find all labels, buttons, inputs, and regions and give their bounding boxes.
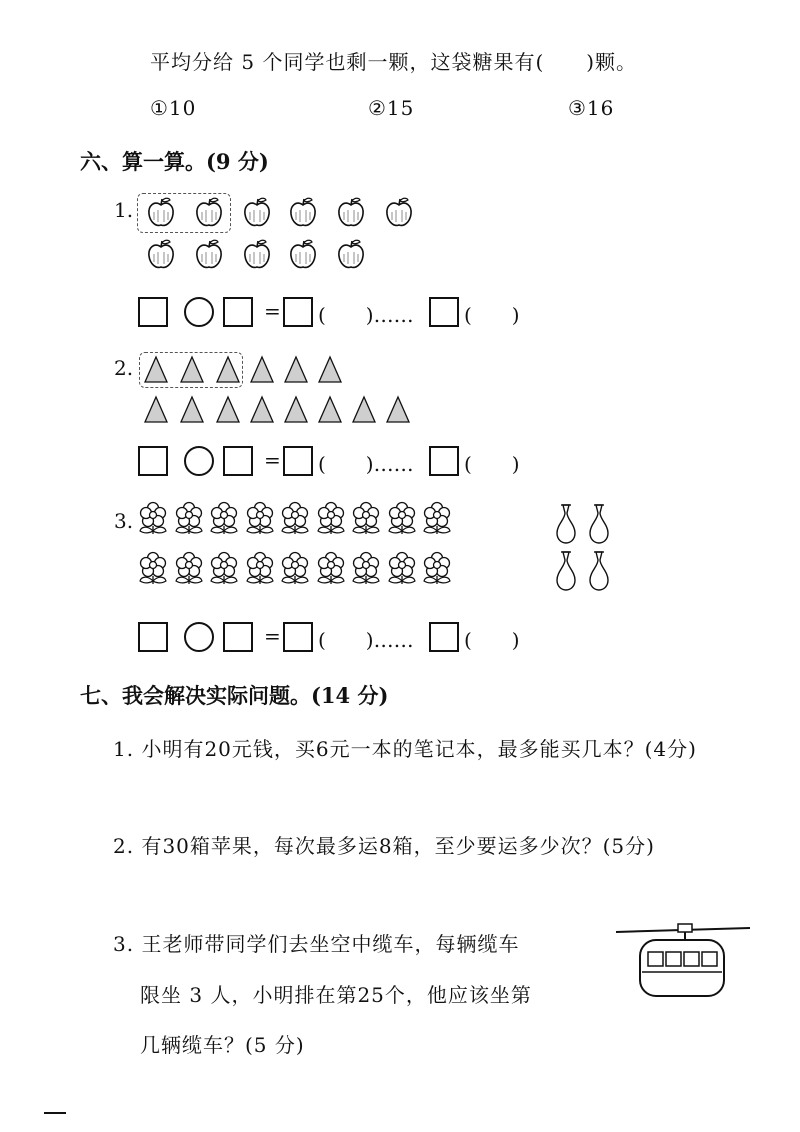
flower-icon <box>209 552 239 586</box>
paren-unit: ( ) <box>464 452 520 476</box>
triangle-icon <box>216 356 240 384</box>
triangle-icon <box>180 396 204 424</box>
answer-box[interactable] <box>138 446 168 476</box>
apple-icon <box>384 196 414 228</box>
answer-box[interactable] <box>283 622 313 652</box>
answer-box[interactable] <box>223 297 253 327</box>
answer-box[interactable] <box>223 446 253 476</box>
answer-box[interactable] <box>223 622 253 652</box>
triangle-icon <box>318 396 342 424</box>
section-title-6: 六、算一算。(9 分) <box>80 149 269 174</box>
operator-circle[interactable] <box>184 446 214 476</box>
problem-text-3-line2: 限坐 3 人，小明排在第25个，他应该坐第 <box>140 983 532 1007</box>
flower-icon <box>280 502 310 536</box>
flower-icon <box>174 502 204 536</box>
flower-icon <box>422 552 452 586</box>
apple-icon <box>242 238 272 270</box>
flower-icon <box>245 552 275 586</box>
apple-icon <box>242 196 272 228</box>
cable-car-icon <box>616 922 750 1002</box>
triangle-icon <box>386 396 410 424</box>
flower-icon <box>138 552 168 586</box>
apple-icon <box>146 196 176 228</box>
flower-icon <box>387 502 417 536</box>
paren-remainder: ( )…… <box>318 452 414 476</box>
option-b: ②15 <box>368 96 415 120</box>
flower-icon <box>316 552 346 586</box>
vase-icon <box>588 503 610 545</box>
flower-icon <box>245 502 275 536</box>
triangle-icon <box>144 356 168 384</box>
equals-sign: = <box>264 299 281 323</box>
apple-icon <box>336 196 366 228</box>
option-a: ①10 <box>150 96 197 120</box>
flower-icon <box>351 502 381 536</box>
triangle-icon <box>352 396 376 424</box>
problem-number: 1. <box>114 198 134 222</box>
equals-sign: = <box>264 448 281 472</box>
flower-icon <box>422 502 452 536</box>
operator-circle[interactable] <box>184 622 214 652</box>
equals-sign: = <box>264 624 281 648</box>
answer-box[interactable] <box>429 622 459 652</box>
apple-icon <box>288 196 318 228</box>
answer-box[interactable] <box>283 297 313 327</box>
answer-box[interactable] <box>283 446 313 476</box>
paren-remainder: ( )…… <box>318 303 414 327</box>
footer-mark <box>44 1112 66 1114</box>
problem-number: 2. <box>114 356 134 380</box>
option-c: ③16 <box>568 96 615 120</box>
section-title-7: 七、我会解决实际问题。(14 分) <box>80 683 389 708</box>
problem-text-2: 2. 有30箱苹果，每次最多运8箱，至少要运多少次？(5分) <box>113 834 655 858</box>
triangle-icon <box>144 396 168 424</box>
problem-text-3-line1: 3. 王老师带同学们去坐空中缆车，每辆缆车 <box>113 932 520 956</box>
apple-icon <box>194 238 224 270</box>
triangle-icon <box>216 396 240 424</box>
apple-icon <box>194 196 224 228</box>
question-text: 平均分给 5 个同学也剩一颗，这袋糖果有( )颗。 <box>150 50 638 74</box>
flower-icon <box>316 502 346 536</box>
flower-icon <box>351 552 381 586</box>
triangle-icon <box>318 356 342 384</box>
problem-text-3-line3: 几辆缆车？(5 分) <box>140 1033 305 1057</box>
paren-unit: ( ) <box>464 628 520 652</box>
flower-icon <box>387 552 417 586</box>
answer-box[interactable] <box>138 297 168 327</box>
vase-icon <box>555 503 577 545</box>
problem-text-1: 1. 小明有20元钱，买6元一本的笔记本，最多能买几本？(4分) <box>113 737 697 761</box>
triangle-icon <box>284 356 308 384</box>
paren-remainder: ( )…… <box>318 628 414 652</box>
flower-icon <box>138 502 168 536</box>
answer-box[interactable] <box>429 446 459 476</box>
paren-unit: ( ) <box>464 303 520 327</box>
answer-box[interactable] <box>138 622 168 652</box>
vase-icon <box>555 550 577 592</box>
vase-icon <box>588 550 610 592</box>
operator-circle[interactable] <box>184 297 214 327</box>
triangle-icon <box>250 396 274 424</box>
triangle-icon <box>284 396 308 424</box>
triangle-icon <box>250 356 274 384</box>
flower-icon <box>174 552 204 586</box>
flower-icon <box>209 502 239 536</box>
apple-icon <box>336 238 366 270</box>
apple-icon <box>146 238 176 270</box>
flower-icon <box>280 552 310 586</box>
apple-icon <box>288 238 318 270</box>
triangle-icon <box>180 356 204 384</box>
answer-box[interactable] <box>429 297 459 327</box>
problem-number: 3. <box>114 509 134 533</box>
